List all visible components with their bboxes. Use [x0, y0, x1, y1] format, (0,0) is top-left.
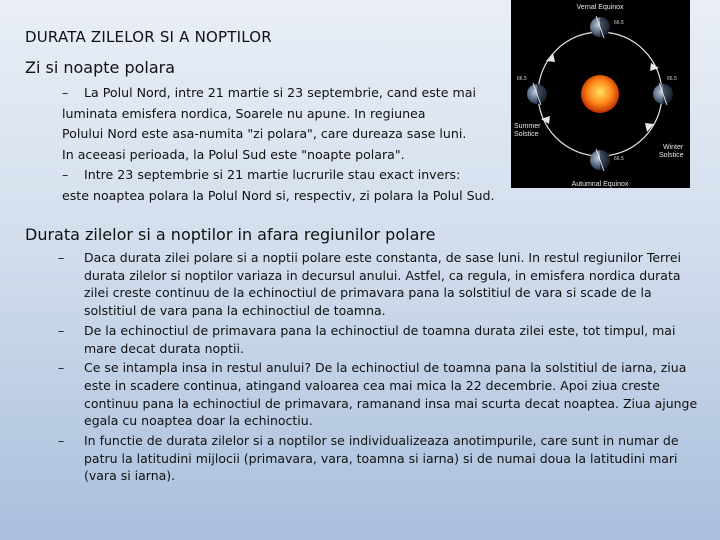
latitude-label: 66.5: [614, 156, 624, 162]
list-item: [58, 359, 698, 430]
list-item: [58, 432, 698, 485]
text-line: [62, 145, 512, 166]
text-line: [62, 124, 512, 145]
earth-icon: [590, 16, 610, 38]
dash-bullet: –: [58, 360, 65, 376]
text-line-content: La Polul Nord, intre 21 martie si 23 septembrie, cand este mai: [84, 85, 476, 100]
summer-solstice-label-2: Solstice: [514, 131, 539, 138]
page-title: DURATA ZILELOR SI A NOPTILOR: [25, 28, 272, 46]
text-line: [62, 165, 512, 186]
list-item: [58, 249, 698, 320]
section-heading-nonpolar: Durata zilelor si a noptilor in afara regiunilor polare: [25, 225, 436, 244]
polar-text-block: [62, 83, 512, 207]
dash-bullet: –: [62, 85, 69, 100]
list-item: [58, 322, 698, 357]
list-item-text: In functie de durata zilelor si a noptilor se individualizeaza anotimpurile, care sunt in numar de patru la latitudini mijlocii (primavara, vara, toamna si iarna) si de numai doua la latitudini mari (vara si iarna).: [84, 433, 679, 484]
dash-bullet: –: [58, 322, 65, 338]
dash-bullet: –: [58, 433, 65, 449]
list-item-text: De la echinoctiul de primavara pana la echinoctiul de toamna durata zilei este, tot timpul, mai mare decat durata noptii.: [84, 322, 676, 356]
text-line-content: luminata emisfera nordica, Soarele nu apune. In regiunea: [62, 105, 426, 121]
earth-icon: [653, 83, 673, 105]
list-item-text: Ce se intampla insa in restul anului? De la echinoctiul de toamna pana la solstitiul de iarna, ziua este in scadere continua, atingand valoarea cea mai mica la 22 decembrie. Apoi ziua creste continuu pana la echinoctiul de primavara, ramanand insa mai scurta decat noaptea. Ziua ajunge egala cu noaptea doar la echinoctiu.: [84, 360, 698, 429]
earth-icon: [590, 149, 610, 171]
earth-icon: [527, 83, 547, 105]
winter-solstice-label: Winter: [663, 144, 684, 151]
dash-bullet: –: [62, 167, 69, 183]
text-line: [62, 186, 512, 207]
nonpolar-bullet-list: [58, 249, 698, 487]
dash-bullet: –: [58, 250, 65, 265]
text-line: [62, 104, 512, 125]
vernal-equinox-label: Vernal Equinox: [576, 4, 624, 11]
text-line-content: Intre 23 septembrie si 21 martie lucrurile stau exact invers:: [84, 167, 461, 183]
latitude-label: 66.5: [667, 76, 677, 82]
seasons-orbit-diagram: [511, 0, 690, 188]
autumnal-equinox-label: Autumnal Equinox: [571, 181, 629, 188]
text-line-content: Polului Nord este asa-numita "zi polara", care dureaza sase luni.: [62, 126, 467, 142]
orbit-arrow-icon: [546, 53, 555, 62]
section-heading-polar: Zi si noapte polara: [25, 58, 176, 77]
sun-icon: [581, 75, 619, 113]
list-item-text: Daca durata zilei polare si a noptii polare este constanta, de sase luni. In restul regiunilor Terrei durata zilelor si noptilor variaza in decursul anului. Astfel, ca regula, in emisfera nordica durata zilei creste continuu de la echinoctiul de primavara pana la solstitiul de vara si scade de la solstitiul de vara pana la echinoctiul de toamna.: [84, 250, 682, 319]
latitude-label: 66.5: [614, 20, 624, 26]
winter-solstice-label-2: Solstice: [659, 152, 684, 159]
text-line-content: este noaptea polara la Polul Nord si, respectiv, zi polara la Polul Sud.: [62, 187, 495, 203]
text-line-content: In aceeasi perioada, la Polul Sud este "noapte polara".: [62, 146, 405, 162]
orbit-svg: [511, 0, 690, 188]
text-line: [62, 83, 512, 104]
latitude-label: 66.5: [517, 76, 527, 82]
summer-solstice-label: Summer: [514, 123, 541, 130]
